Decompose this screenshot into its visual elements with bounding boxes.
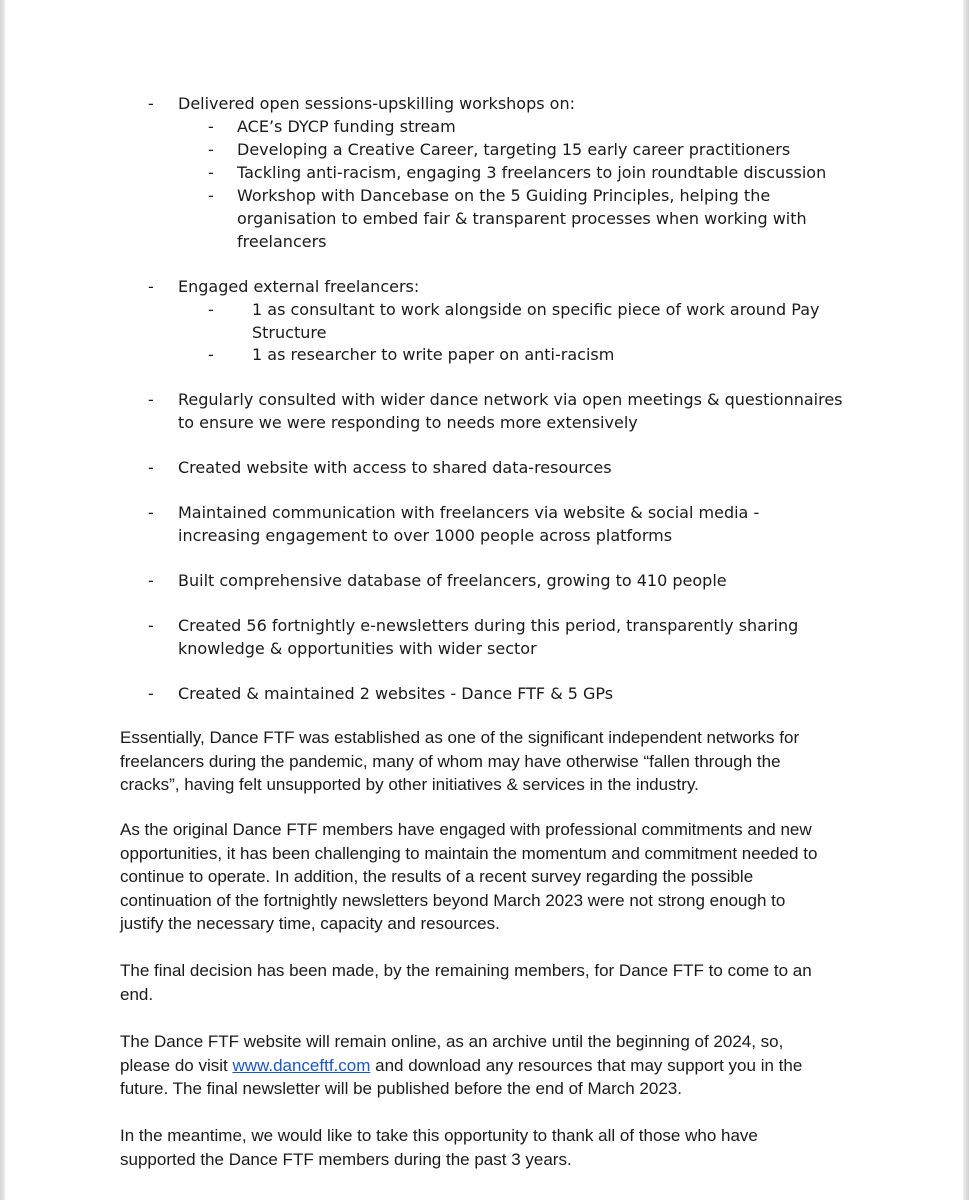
bullet-newsletters-line1: Created 56 fortnightly e-newsletters during this period, transparently sharing bbox=[178, 616, 799, 635]
sub-bullet-anti-racism: Tackling anti-racism, engaging 3 freelancers to join roundtable discussion bbox=[237, 163, 827, 182]
paragraph-line: justify the necessary time, capacity and resources. bbox=[120, 914, 500, 933]
paragraph-line: continuation of the fortnightly newsletters beyond March 2023 were not strong enough to bbox=[120, 890, 786, 910]
bullet-dash: - bbox=[148, 616, 154, 635]
paragraph-line: freelancers during the pandemic, many of whom may have otherwise “fallen through the bbox=[120, 751, 781, 771]
sub-bullet-dash: - bbox=[208, 163, 214, 182]
paragraph-line: supported the Dance FTF members during the past 3 years. bbox=[120, 1149, 572, 1169]
paragraph-line: end. bbox=[120, 984, 154, 1004]
bullet-website: Created website with access to shared data-resources bbox=[178, 458, 612, 477]
danceftf-website-link[interactable]: www.danceftf.com bbox=[232, 1055, 371, 1075]
bullet-external-freelancers: Engaged external freelancers: bbox=[178, 277, 420, 296]
bullet-workshops: Delivered open sessions-upskilling workshops on: bbox=[178, 94, 575, 113]
paragraph-line: cracks”, having felt unsupported by other initiatives & services in the industry. bbox=[120, 775, 699, 794]
bullet-dash: - bbox=[148, 94, 154, 113]
sub-bullet-dancebase-line1: Workshop with Dancebase on the 5 Guiding Principles, helping the bbox=[237, 186, 771, 205]
bullet-communication-line1: Maintained communication with freelancers via website & social media - bbox=[178, 503, 760, 522]
paragraph-line: The Dance FTF website will remain online, as an archive until the beginning of 2024, so, bbox=[120, 1032, 784, 1051]
paragraph-website-archive bbox=[120, 1030, 860, 1101]
sub-bullet-dash: - bbox=[208, 300, 214, 319]
paragraph-text: please do visit bbox=[120, 1055, 233, 1075]
sub-bullet-dash: - bbox=[208, 140, 214, 159]
paragraph-line: continue to operate. In addition, the results of a recent survey regarding the possible bbox=[120, 867, 754, 886]
paragraph-line: Essentially, Dance FTF was established as one of the significant independent networks for bbox=[120, 728, 800, 747]
sub-bullet-dash: - bbox=[208, 345, 214, 364]
paragraph-text: and download any resources that may support you in the bbox=[370, 1055, 803, 1075]
sub-bullet-dycp: ACE’s DYCP funding stream bbox=[237, 117, 456, 136]
sub-bullet-dash: - bbox=[208, 117, 214, 136]
sub-bullet-researcher: 1 as researcher to write paper on anti-racism bbox=[252, 345, 615, 364]
paragraph-challenges bbox=[120, 818, 860, 936]
bullet-dash: - bbox=[148, 277, 154, 296]
paragraph-line: As the original Dance FTF members have engaged with professional commitments and new bbox=[120, 820, 812, 839]
sub-bullet-dancebase-line3: freelancers bbox=[237, 232, 327, 251]
page-border-right bbox=[963, 0, 969, 1200]
paragraph-thanks bbox=[120, 1124, 860, 1171]
paragraph-line: In the meantime, we would like to take this opportunity to thank all of those who have bbox=[120, 1126, 758, 1145]
paragraph-line: opportunities, it has been challenging to maintain the momentum and commitment needed to bbox=[120, 843, 818, 863]
bullet-dash: - bbox=[148, 571, 154, 590]
paragraph-line: The final decision has been made, by the remaining members, for Dance FTF to come to an bbox=[120, 961, 812, 980]
bullet-dash: - bbox=[148, 503, 154, 522]
bullet-consulted-line2: to ensure we were responding to needs more extensively bbox=[178, 413, 638, 432]
sub-bullet-consultant-line2: Structure bbox=[252, 323, 327, 342]
bullet-newsletters-line2: knowledge & opportunities with wider sector bbox=[178, 639, 537, 658]
sub-bullet-dash: - bbox=[208, 186, 214, 205]
paragraph-final-decision bbox=[120, 959, 860, 1006]
bullet-dash: - bbox=[148, 390, 154, 409]
paragraph-line bbox=[120, 1054, 860, 1078]
bullet-communication-line2: increasing engagement to over 1000 people across platforms bbox=[178, 526, 673, 545]
bullet-two-websites: Created & maintained 2 websites - Dance FTF & 5 GPs bbox=[178, 684, 614, 703]
paragraph-line: future. The final newsletter will be published before the end of March 2023. bbox=[120, 1079, 682, 1098]
bullet-dash: - bbox=[148, 684, 154, 703]
bullet-database: Built comprehensive database of freelancers, growing to 410 people bbox=[178, 571, 727, 590]
sub-bullet-creative-career: Developing a Creative Career, targeting 15 early career practitioners bbox=[237, 140, 791, 159]
bullet-consulted-line1: Regularly consulted with wider dance network via open meetings & questionnaires bbox=[178, 390, 843, 409]
sub-bullet-dancebase-line2: organisation to embed fair & transparent processes when working with bbox=[237, 209, 807, 228]
sub-bullet-consultant-line1: 1 as consultant to work alongside on specific piece of work around Pay bbox=[252, 300, 820, 319]
bullet-dash: - bbox=[148, 458, 154, 477]
paragraph-established bbox=[120, 726, 860, 797]
page-border-left bbox=[0, 0, 5, 1200]
